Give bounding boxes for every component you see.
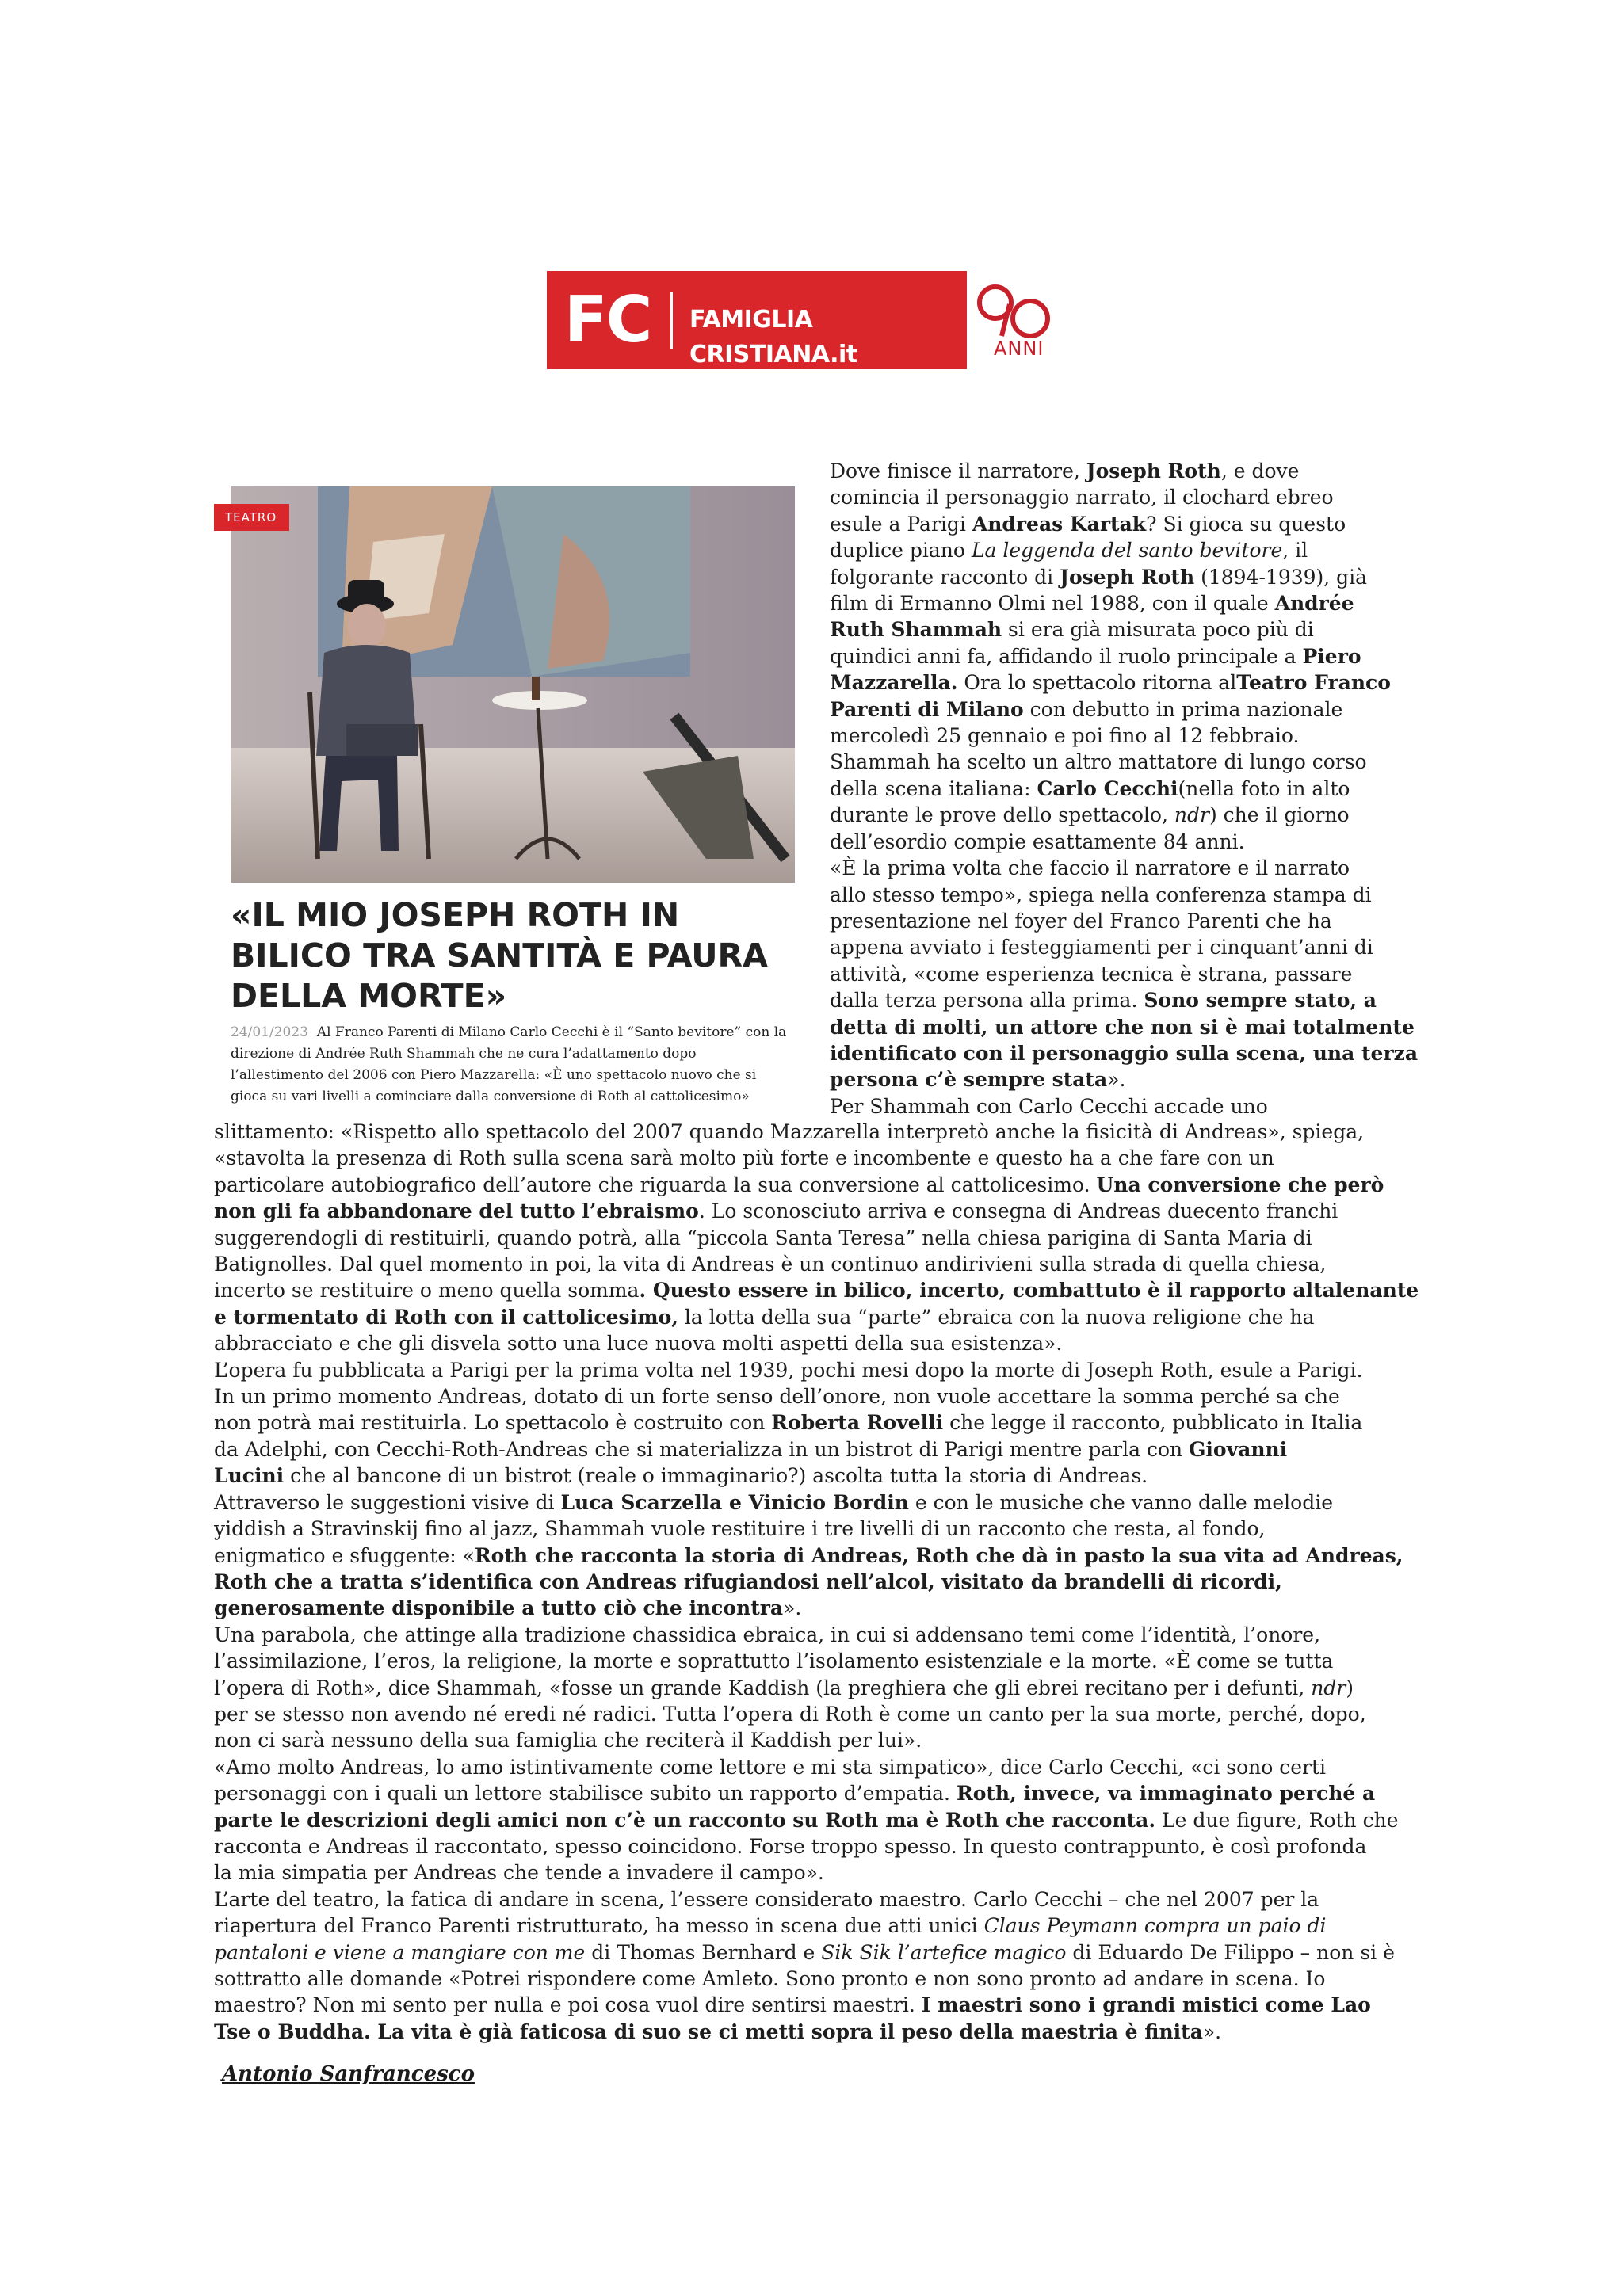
bold-text: Andrée	[1274, 592, 1354, 616]
text-run: non potrà mai restituirla. Lo spettacolo è costruito con	[214, 1411, 772, 1435]
text-run: L’arte del teatro, la fatica di andare in scena, l’essere considerato maestro. Carlo Cecchi – che nel 2007 per la	[214, 1887, 1319, 1911]
text-run: , il	[1282, 539, 1308, 563]
text-run: abbracciato e che gli disvela sotto una luce nuova molti aspetti della sua esistenza».	[214, 1332, 1063, 1356]
text-run: Ora lo spettacolo ritorna al	[957, 671, 1237, 695]
text-line	[214, 1754, 1419, 1780]
text-run: (1894-1939), già	[1194, 565, 1368, 589]
headline-line: DELLA MORTE»	[231, 977, 507, 1015]
text-line	[214, 1225, 1419, 1251]
text-line	[830, 1093, 1418, 1119]
text-line	[214, 1516, 1419, 1542]
bold-text: I maestri sono i grandi mistici come Lao	[921, 1993, 1371, 2017]
text-line	[830, 696, 1418, 723]
bold-text: parte le descrizioni degli amici non c’è un racconto su Roth ma è Roth che racconta.	[214, 1808, 1156, 1832]
text-line	[214, 1489, 1419, 1516]
text-line	[830, 934, 1418, 960]
bold-text: Lucini	[214, 1464, 285, 1488]
article-photo	[231, 486, 795, 883]
italic-text: Claus Peymann compra un paio di	[983, 1914, 1327, 1938]
text-line	[214, 1463, 1419, 1489]
bold-text: . Questo essere in bilico, incerto, combattuto è il rapporto altalenante	[639, 1279, 1419, 1302]
text-line	[214, 1119, 1419, 1145]
text-line	[214, 1277, 1419, 1303]
text-line	[214, 2019, 1419, 2045]
text-run: per se stesso non avendo né eredi né radici. Tutta l’opera di Roth è come un canto per la sua morte, perché, dopo,	[214, 1702, 1366, 1726]
text-line	[830, 669, 1418, 696]
text-run: ».	[1107, 1068, 1126, 1092]
text-run: dalla terza persona alla prima.	[830, 989, 1144, 1013]
bold-text: Tse o Buddha. La vita è già faticosa di suo se ci metti sopra il peso della maestria è finita	[214, 2019, 1203, 2043]
body-full-width	[214, 1119, 1419, 2045]
category-tag[interactable]: TEATRO	[214, 504, 289, 531]
text-run: suggerendogli di restituirli, quando potrà, alla “piccola Santa Teresa” nella chiesa parigina di Santa Maria di	[214, 1226, 1312, 1249]
text-line	[214, 1886, 1419, 1913]
text-line	[830, 882, 1418, 908]
text-run: ? Si gioca su questo	[1146, 512, 1346, 536]
text-run: l’opera di Roth», dice Shammah, «fosse un grande Kaddish (la preghiera che gli ebrei recitano per i defunti,	[214, 1676, 1312, 1699]
text-run: non ci sarà nessuno della sua famiglia che reciterà il Kaddish per lui».	[214, 1729, 922, 1753]
text-run: ».	[783, 1596, 802, 1620]
text-run: particolare autobiografico dell’autore che riguarda la sua conversione al cattolicesimo.	[214, 1173, 1097, 1196]
standfirst	[231, 1022, 801, 1108]
bold-text: Piero	[1302, 644, 1361, 668]
bold-text: Joseph Roth	[1086, 460, 1221, 482]
text-line	[214, 1675, 1419, 1701]
text-line	[214, 1807, 1419, 1833]
text-run: che legge il racconto, pubblicato in Italia	[943, 1411, 1363, 1435]
standfirst-line: l’allestimento del 2006 con Piero Mazzarella: «È uno spettacolo nuovo che si	[231, 1067, 757, 1083]
text-line	[830, 1066, 1418, 1093]
text-line	[830, 1040, 1418, 1066]
text-run: dell’esordio compie esattamente 84 anni.	[830, 830, 1245, 853]
bold-text: Roth che a tratta s’identifica con Andreas rifugiandosi nell’alcol, visitato da brandelli di ricordi,	[214, 1569, 1282, 1593]
logo-name: FAMIGLIA CRISTIANA.it	[689, 306, 857, 368]
text-run: attività, «come esperienza tecnica è strana, passare	[830, 962, 1353, 986]
bold-text: Parenti di Milano	[830, 697, 1024, 721]
text-run: folgorante racconto di	[830, 565, 1060, 589]
text-line	[830, 961, 1418, 987]
bold-text: e tormentato di Roth con il cattolicesimo,	[214, 1305, 678, 1329]
bold-text: Una conversione che però	[1096, 1173, 1384, 1196]
text-run: Shammah ha scelto un altro mattatore di lungo corso	[830, 750, 1367, 774]
text-run: durante le prove dello spettacolo,	[830, 803, 1174, 827]
text-line	[214, 1859, 1419, 1886]
text-line	[214, 1701, 1419, 1727]
body-right-column	[830, 458, 1418, 1119]
text-run: slittamento: «Rispetto allo spettacolo del 2007 quando Mazzarella interpretò anche la fisicità di Andreas», spiega,	[214, 1120, 1365, 1143]
text-line	[830, 590, 1418, 616]
text-run: quindici anni fa, affidando il ruolo principale a	[830, 644, 1303, 668]
text-run: di Eduardo De Filippo – non si è	[1066, 1940, 1395, 1964]
text-run: . Lo sconosciuto arriva e consegna di Andreas duecento franchi	[698, 1199, 1338, 1223]
text-line	[214, 1913, 1419, 1939]
text-run: yiddish a Stravinskij fino al jazz, Shammah vuole restituire i tre livelli di un racconto che resta, al fondo,	[214, 1517, 1266, 1541]
bold-text: Luca Scarzella e Vinicio Bordin	[560, 1490, 909, 1514]
italic-text: ndr	[1311, 1676, 1346, 1699]
text-run: con debutto in prima nazionale	[1023, 697, 1343, 721]
bold-text: detta di molti, un attore che non si è mai totalmente	[830, 1015, 1415, 1039]
text-run: Una parabola, che attinge alla tradizione chassidica ebraica, in cui si addensano temi come l’identità, l’onore,	[214, 1623, 1321, 1646]
text-line	[830, 458, 1418, 484]
text-line	[214, 1939, 1419, 1966]
bold-text: Sono sempre stato, a	[1144, 989, 1377, 1013]
text-line	[214, 1569, 1419, 1595]
text-run: della scena italiana:	[830, 776, 1037, 800]
text-run: si era già misurata poco più di	[1002, 618, 1314, 642]
text-run: allo stesso tempo», spiega nella conferenza stampa di	[830, 883, 1372, 906]
text-run: )	[1346, 1676, 1354, 1699]
standfirst-line: gioca su vari livelli a cominciare dalla conversione di Roth al cattolicesimo»	[231, 1089, 750, 1104]
text-run: (nella foto in alto	[1178, 776, 1350, 800]
bold-text: Andreas Kartak	[972, 512, 1147, 536]
text-run: mercoledì 25 gennaio e poi fino al 12 febbraio.	[830, 724, 1300, 748]
text-run: «stavolta la presenza di Roth sulla scena sarà molto più forte e incombente e questo ha a che fare con un	[214, 1146, 1274, 1170]
author-byline[interactable]: Antonio Sanfrancesco	[222, 2062, 475, 2086]
text-line	[830, 723, 1418, 749]
logo-banner	[547, 271, 967, 369]
text-run: «È la prima volta che faccio il narratore e il narrato	[830, 856, 1350, 880]
text-run: racconta e Andreas il raccontato, spesso coincidono. Forse troppo spesso. In questo contrappunto, è così profonda	[214, 1834, 1367, 1858]
text-run: la lotta della sua “parte” ebraica con la nuova religione che ha	[678, 1305, 1315, 1329]
text-line	[214, 1145, 1419, 1171]
bold-text: generosamente disponibile a tutto ciò che incontra	[214, 1596, 784, 1620]
italic-text: Sik Sik l’artefice magico	[821, 1940, 1067, 1964]
text-line	[214, 1383, 1419, 1409]
text-run: duplice piano	[830, 539, 972, 563]
text-run: presentazione nel foyer del Franco Parenti che ha	[830, 909, 1332, 933]
text-line	[214, 1595, 1419, 1621]
bold-text: identificato con il personaggio sulla scena, una terza	[830, 1041, 1419, 1065]
text-line	[214, 1727, 1419, 1753]
italic-text: pantaloni e viene a mangiare con me	[214, 1940, 586, 1964]
text-run: ».	[1202, 2019, 1222, 2043]
text-line	[830, 749, 1418, 775]
text-line	[214, 1543, 1419, 1569]
text-line	[830, 855, 1418, 881]
headline-line: BILICO TRA SANTITÀ E PAURA	[231, 936, 768, 974]
text-line	[214, 1304, 1419, 1330]
text-run: , e dove	[1220, 460, 1300, 482]
bold-text: Carlo Cecchi	[1037, 776, 1178, 800]
text-line	[830, 616, 1418, 643]
bold-text: Teatro Franco	[1236, 671, 1391, 695]
standfirst-line: direzione di Andrée Ruth Shammah che ne cura l’adattamento dopo	[231, 1046, 697, 1062]
text-run: Batignolles. Dal quel momento in poi, la vita di Andreas è un continuo andirivieni sulla strada di quella chiesa,	[214, 1253, 1327, 1276]
headline-line: «IL MIO JOSEPH ROTH IN	[231, 896, 680, 934]
text-line	[830, 987, 1418, 1013]
text-run: che al bancone di un bistrot (reale o immaginario?) ascolta tutta la storia di Andreas.	[284, 1464, 1148, 1488]
text-line	[830, 643, 1418, 669]
text-run: film di Ermanno Olmi nel 1988, con il quale	[830, 592, 1275, 616]
italic-text: La leggenda del santo bevitore	[971, 539, 1283, 563]
text-line	[830, 802, 1418, 828]
bold-text: Roth, invece, va immaginato perché a	[956, 1782, 1376, 1806]
text-run: esule a Parigi	[830, 512, 972, 536]
bold-text: Mazzarella.	[830, 671, 958, 695]
text-line	[214, 1780, 1419, 1806]
article-date: 24/01/2023	[231, 1024, 308, 1040]
text-line	[214, 1648, 1419, 1674]
text-line	[214, 1622, 1419, 1648]
logo-anni: ANNI	[994, 338, 1044, 360]
anniversary-emblem	[967, 271, 1054, 369]
text-run: Dove finisce il narratore,	[830, 460, 1086, 482]
text-run: sottratto alle domande «Potrei rispondere come Amleto. Sono pronto e non sono pronto ad andare in scena. Io	[214, 1967, 1326, 1990]
bold-text: Ruth Shammah	[830, 618, 1002, 642]
text-line	[214, 1330, 1419, 1356]
text-run: Attraverso le suggestioni visive di	[214, 1490, 561, 1514]
bold-text: Giovanni	[1189, 1437, 1288, 1461]
text-run: di Thomas Bernhard e	[585, 1940, 822, 1964]
text-run: maestro? Non mi sento per nulla e poi cosa vuol dire sentirsi maestri.	[214, 1993, 922, 2017]
text-run: ) che il giorno	[1209, 803, 1350, 827]
text-run: la mia simpatia per Andreas che tende a invadere il campo».	[214, 1861, 824, 1885]
text-line	[830, 484, 1418, 510]
text-run: Le due figure, Roth che	[1155, 1808, 1399, 1832]
standfirst-text: Al Franco Parenti di Milano Carlo Cecchi è il “Santo bevitore” con la	[316, 1024, 787, 1040]
italic-text: ndr	[1174, 803, 1209, 827]
text-line	[830, 908, 1418, 934]
standfirst-line	[231, 1022, 801, 1043]
text-run: enigmatico e sfuggente: «	[214, 1543, 475, 1567]
text-run: da Adelphi, con Cecchi-Roth-Andreas che si materializza in un bistrot di Parigi mentre parla con	[214, 1437, 1190, 1461]
text-line	[830, 564, 1418, 590]
text-line	[830, 776, 1418, 802]
text-run: riapertura del Franco Parenti ristrutturato, ha messo in scena due atti unici	[214, 1914, 984, 1938]
stage-photo-illustration	[231, 486, 795, 883]
text-line	[214, 1833, 1419, 1859]
text-line	[214, 1436, 1419, 1463]
text-line	[214, 1409, 1419, 1436]
text-run: personaggi con i quali un lettore stabilisce subito un rapporto d’empatia.	[214, 1782, 957, 1806]
bold-text: Roth che racconta la storia di Andreas, Roth che dà in pasto la sua vita ad Andreas,	[474, 1543, 1403, 1567]
text-run: l’assimilazione, l’eros, la religione, la morte e soprattutto l’isolamento esistenziale e la morte. «È come se tutta	[214, 1650, 1334, 1673]
bold-text: non gli fa abbandonare del tutto l’ebraismo	[214, 1199, 699, 1223]
text-run: «Amo molto Andreas, lo amo istintivamente come lettore e mi sta simpatico», dice Carlo Cecchi, «ci sono certi	[214, 1755, 1327, 1779]
text-run: incerto se restituire o meno quella somma	[214, 1279, 640, 1302]
brand-logo[interactable]	[547, 271, 1054, 369]
text-line	[830, 829, 1418, 855]
text-run: appena avviato i festeggiamenti per i cinquant’anni di	[830, 936, 1373, 959]
text-line	[214, 1966, 1419, 1992]
text-run: In un primo momento Andreas, dotato di un forte senso dell’onore, non vuole accettare la somma perché sa che	[214, 1385, 1340, 1409]
text-line	[214, 1357, 1419, 1383]
text-line	[214, 1251, 1419, 1277]
bold-text: Roberta Rovelli	[771, 1411, 944, 1435]
text-line	[830, 537, 1418, 563]
text-run: e con le musiche che vanno dalle melodie	[908, 1490, 1334, 1514]
bold-text: Joseph Roth	[1060, 565, 1195, 589]
logo-fc: FC	[564, 283, 651, 357]
text-line	[214, 1172, 1419, 1198]
text-run: L’opera fu pubblicata a Parigi per la prima volta nel 1939, pochi mesi dopo la morte di Joseph Roth, esule a Parigi.	[214, 1358, 1363, 1382]
text-run: comincia il personaggio narrato, il clochard ebreo	[830, 486, 1334, 509]
text-line	[830, 1014, 1418, 1040]
text-line	[214, 1198, 1419, 1224]
text-line	[830, 511, 1418, 537]
logo-separator	[670, 292, 673, 349]
bold-text: persona c’è sempre stata	[830, 1068, 1108, 1092]
article-headline	[231, 895, 801, 1016]
text-line	[214, 1992, 1419, 2018]
text-run: Per Shammah con Carlo Cecchi accade uno	[830, 1094, 1268, 1118]
